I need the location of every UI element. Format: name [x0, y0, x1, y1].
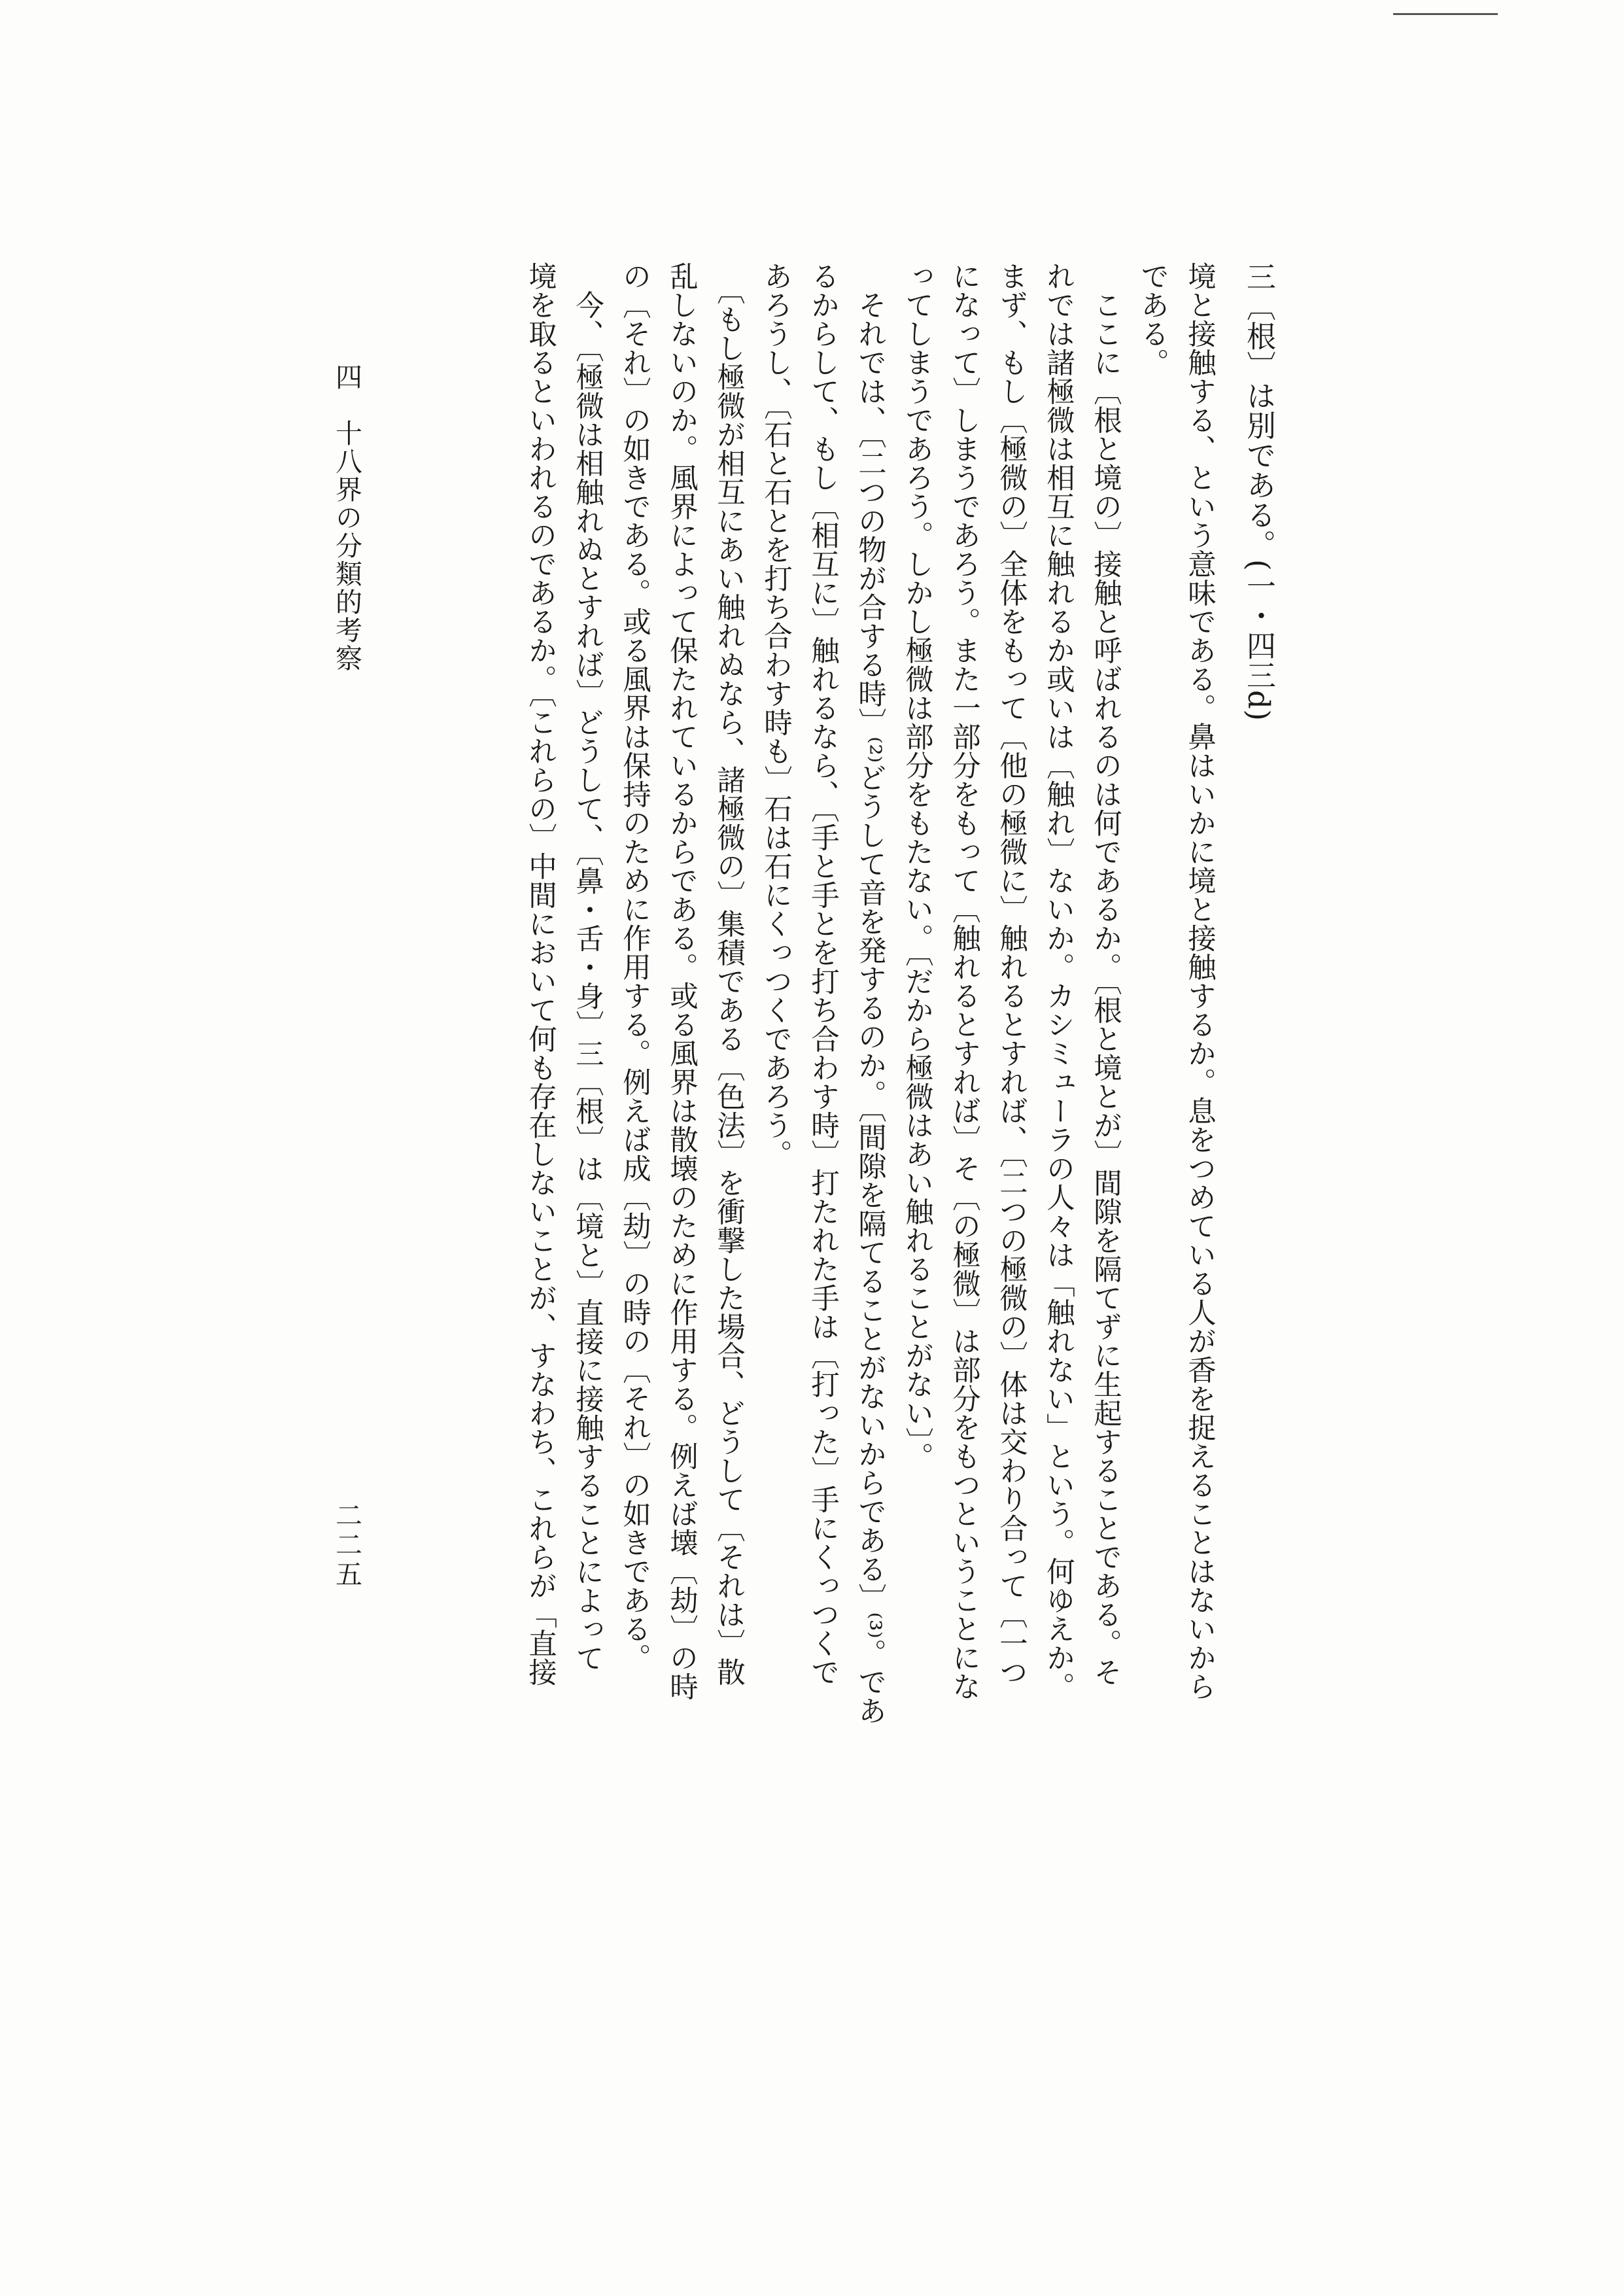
text-column-10: あろうし、〔石と石とを打ち合わす時も〕石は石にくっつくであろう。	[759, 262, 792, 1169]
text-column-6: になって〕しまうであろう。また一部分をもって〔触れるとすれば〕そ〔の極微〕は部分をもつということにな	[948, 262, 980, 1701]
text-column-5: まず、もし〔極微の〕全体をもって〔他の極微に〕触れるとすれば、〔二つの極微の〕体は交わり合って〔一つ	[995, 262, 1028, 1687]
top-rule	[1393, 13, 1498, 15]
text-column-2: である。	[1136, 262, 1169, 377]
text-column-15: 境を取るといわれるのであるか。〔これらの〕中間において何も存在しないことが、すなわち、これらが「直接	[524, 262, 557, 1687]
text-column-12: 乱しないのか。風界によって保たれているからである。或る風界は散壊のために作用する。例えば壊〔劫〕の時	[665, 262, 698, 1701]
heading-spacer	[1223, 262, 1235, 268]
text-column-14: 今、〔極微は相触れぬとすれば〕どうして、〔鼻・舌・身〕三〔根〕は〔境と〕直接に接触することによって	[571, 262, 604, 1673]
text-column-4: れでは諸極微は相互に触れるか或いは〔触れ〕ないか。カシミューラの人々は「触れない」という。何ゆえか。	[1042, 262, 1075, 1701]
text-column-7: ってしまうであろう。しかし極微は部分をもたない。〔だから極微はあい触れることがない〕。	[901, 262, 933, 1471]
text-column-11: 〔もし極微が相互にあい触れぬなら、諸極微の〕集積である〔色法〕を衝撃した場合、どうして〔それは〕散	[712, 262, 745, 1687]
text-column-1: 境と接触する、という意味である。鼻はいかに境と接触するか。息をつめている人が香を捉えることはないから	[1183, 262, 1216, 1701]
page-number: 二二五	[331, 1501, 362, 1590]
text-column-13: の〔それ〕の如きである。或る風界は保持のために作用する。例えば成〔劫〕の時の〔それ〕の如きである。	[618, 262, 651, 1672]
section-heading: 三〔根〕は別である。(一・四三d)	[1241, 262, 1276, 722]
vertical-text-block	[340, 262, 1282, 1884]
text-column-9: るからして、もし〔相互に〕触れるなら、〔手と手とを打ち合わす時〕打たれた手は〔打った〕手にくっつくで	[806, 262, 839, 1687]
text-column-3: ここに〔根と境の〕接触と呼ばれるのは何であるか。〔根と境とが〕間隙を隔てずに生起することである。そ	[1089, 262, 1122, 1687]
running-title: 四 十八界の分類的考察	[331, 363, 362, 672]
text-column-8: それでは、〔二つの物が合する時〕⁽²⁾どうして音を発するのか。〔間隙を隔てることがないからである〕⁽³⁾。であ	[854, 262, 886, 1726]
